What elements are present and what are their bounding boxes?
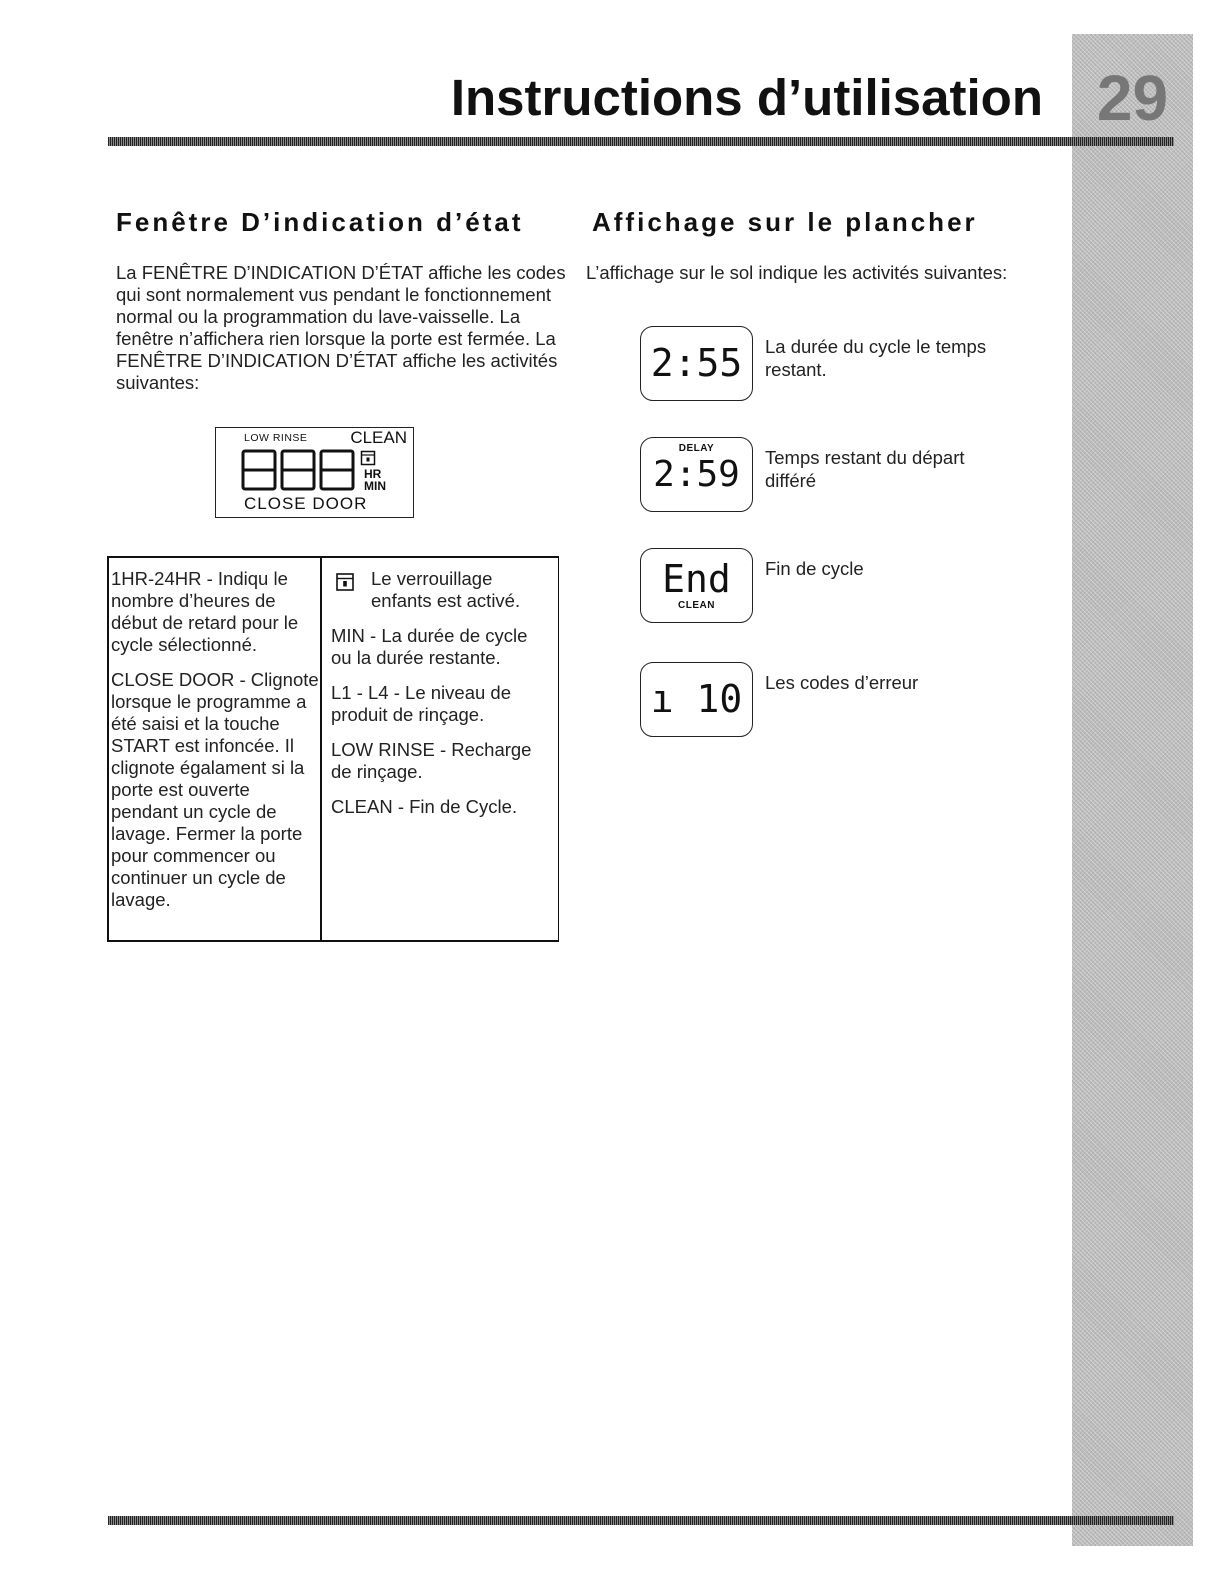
- page-title: Instructions d’utilisation: [450, 69, 1043, 126]
- lcd-label: DELAY: [678, 443, 715, 454]
- floor-display-intro: L’affichage sur le sol indique les activités suivantes:: [586, 262, 1008, 283]
- hr-indicator: HR: [364, 467, 382, 481]
- definitions-right-column: [331, 568, 553, 831]
- floor-display-description: Fin de cycle: [765, 558, 864, 579]
- child-lock-text: Le verrouillage enfants est activé.: [371, 568, 521, 611]
- floor-display-description: Les codes d’erreur: [765, 672, 919, 693]
- definition-delay-hours: 1HR-24HR - Indiqu le nombre d’heures de début de retard pour le cycle sélectionné.: [111, 568, 299, 655]
- lock-icon: [360, 450, 376, 466]
- status-window-intro: La FENÊTRE D’INDICATION D’ÉTAT affiche les codes qui sont normalement vus pendant le fonctionnement normal ou la programmation du lave-vaisselle. La fenêtre n’affichera rien lorsque la porte est fermée. La FENÊTRE D’INDICATION D’ÉTAT affiche les activités suivantes:: [116, 262, 566, 393]
- definition-rinse-levels: L1 - L4 - Le niveau de produit de rinçage.: [331, 682, 511, 725]
- floor-display-description: Temps restant du départ différé: [765, 447, 965, 491]
- clean-indicator: CLEAN: [350, 428, 407, 447]
- floor-display-description: La durée du cycle le temps restant.: [765, 336, 987, 380]
- child-lock-icon: [335, 572, 355, 592]
- lcd-label: CLEAN: [678, 600, 715, 611]
- definitions-left-column: [111, 568, 319, 924]
- definition-min: MIN - La durée de cycle ou la durée restante.: [331, 625, 528, 668]
- min-indicator: MIN: [364, 479, 386, 493]
- status-window-heading: Fenêtre D’indication d’état: [116, 207, 524, 237]
- definitions-table: [107, 556, 559, 942]
- footer-rule: [108, 1516, 1174, 1525]
- lcd-display: [640, 437, 753, 512]
- lcd-value: 2:55: [650, 341, 743, 385]
- side-tab: [1072, 34, 1193, 1546]
- definition-clean: CLEAN - Fin de Cycle.: [331, 796, 518, 817]
- floor-display-heading: Affichage sur le plancher: [592, 207, 978, 237]
- lcd-value: ı 10: [650, 677, 743, 721]
- lcd-display: [640, 326, 753, 401]
- definition-close-door: CLOSE DOOR - Clignote lorsque le programme a été saisi et la touche START est infoncée. Il clignote égalament si la porte est ouverte pendant un cycle de lavage. Fermer la porte pour commencer ou continuer un cycle de lavage.: [111, 669, 319, 910]
- page-number: 29: [1096, 62, 1169, 134]
- low-rinse-indicator: LOW RINSE: [244, 432, 308, 444]
- lcd-value: 2:59: [653, 454, 740, 495]
- definition-child-lock: [331, 568, 553, 612]
- definition-low-rinse: LOW RINSE - Recharge de rinçage.: [331, 739, 532, 782]
- status-window-illustration: [215, 427, 414, 518]
- table-divider: [320, 558, 322, 940]
- close-door-indicator: CLOSE DOOR: [244, 494, 368, 513]
- lcd-display: [640, 548, 753, 623]
- lcd-value: End: [662, 557, 731, 601]
- lcd-display: [640, 662, 753, 737]
- header-rule: [108, 137, 1174, 146]
- seven-segment-digits: [240, 448, 356, 492]
